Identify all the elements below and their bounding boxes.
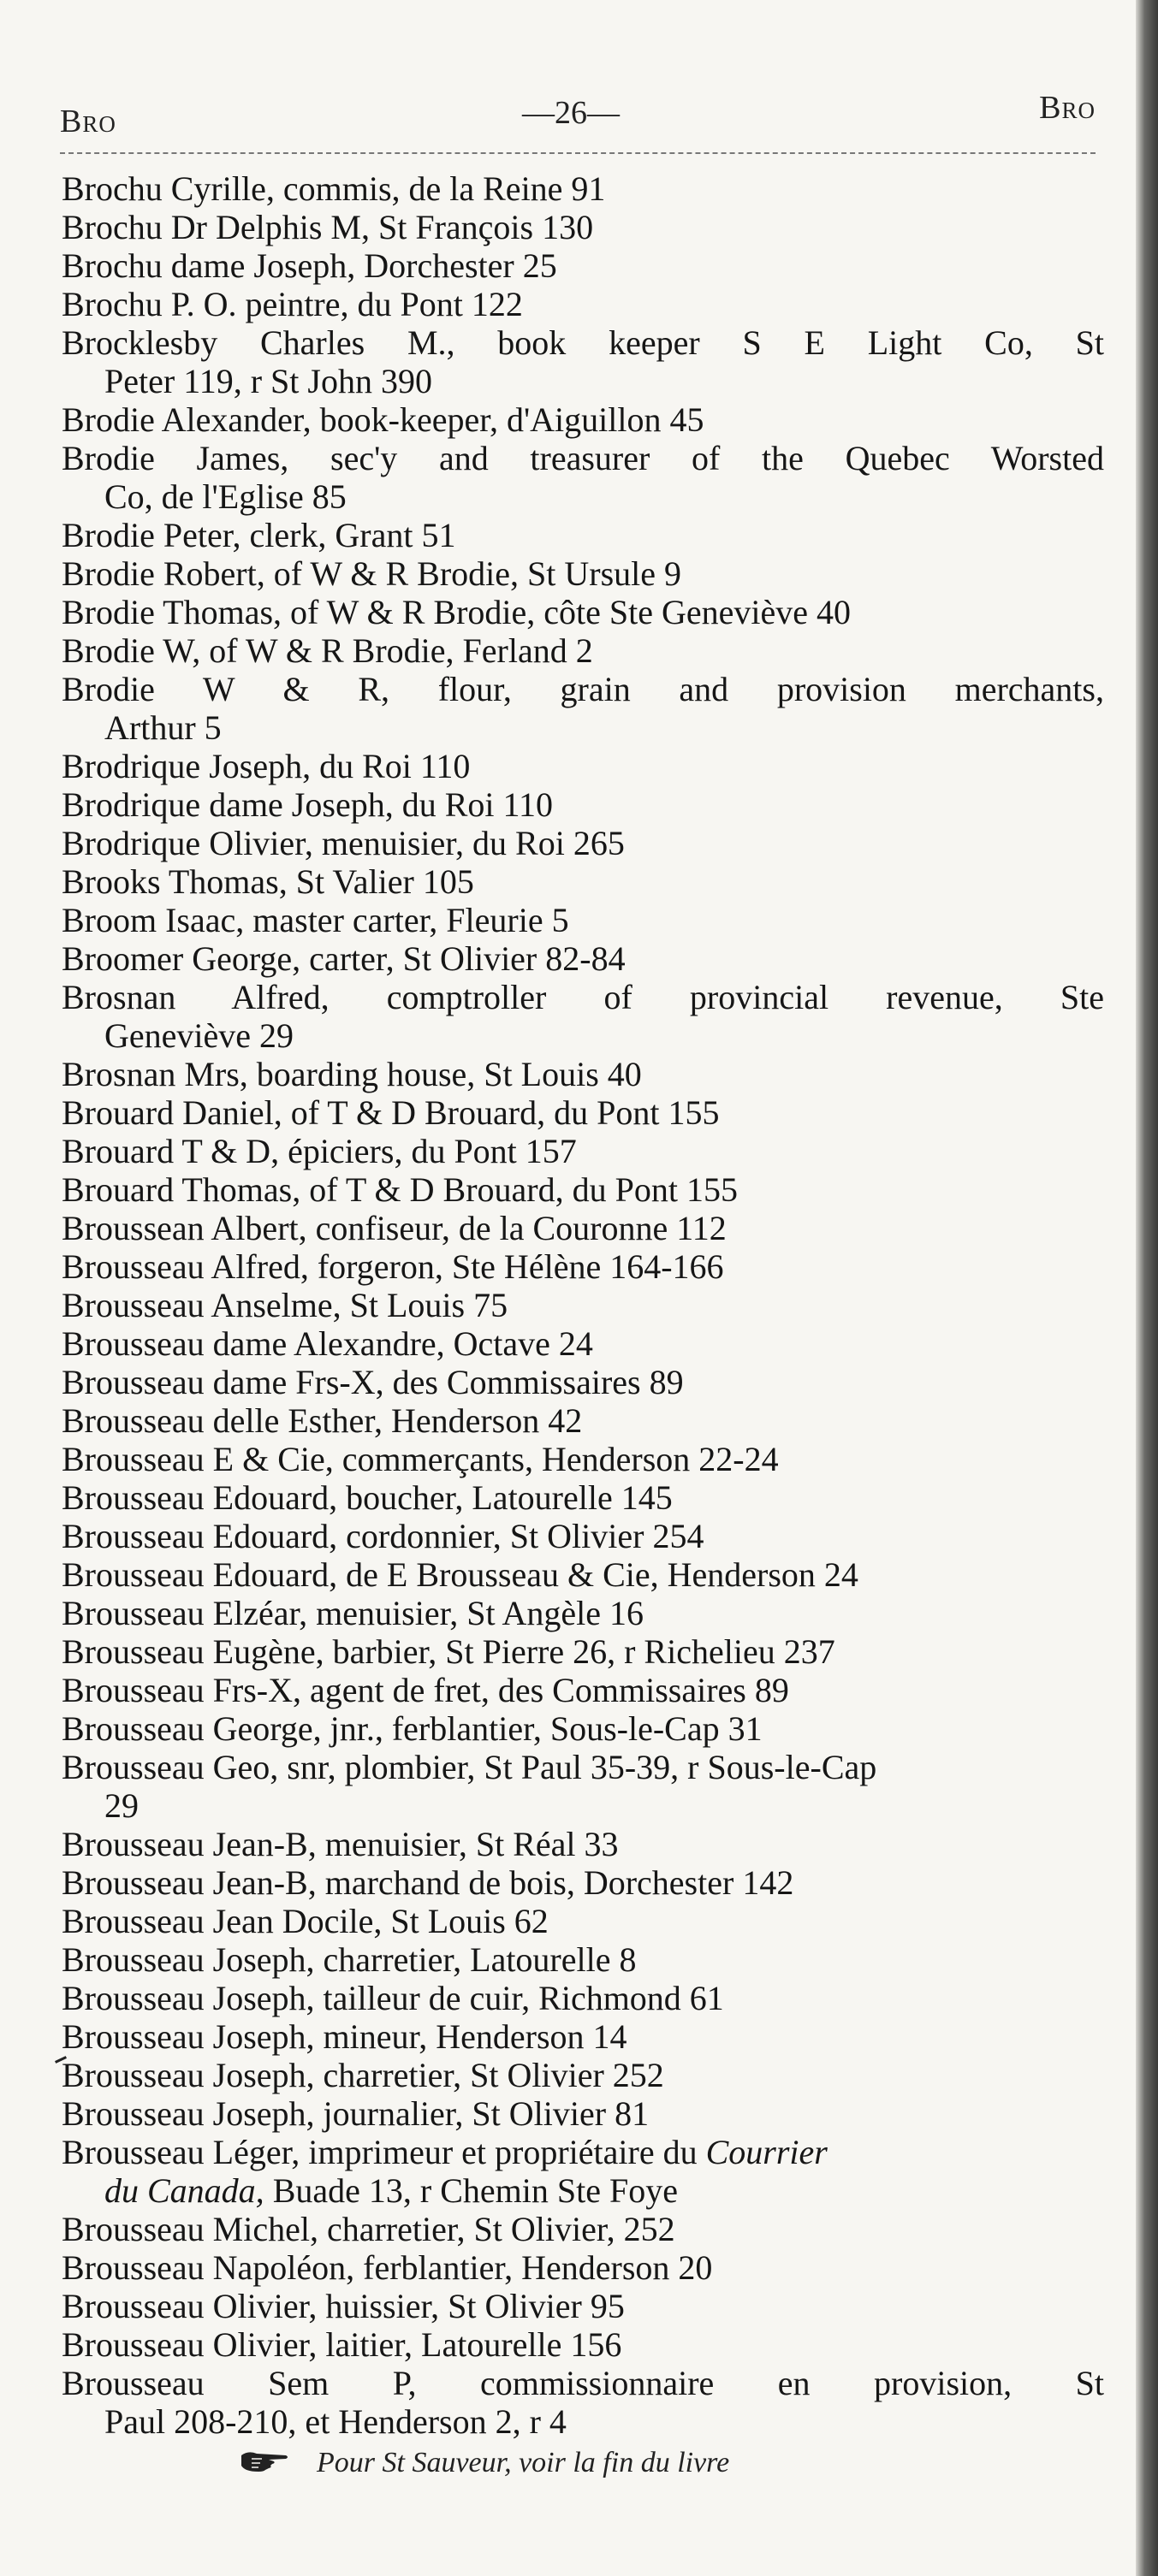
entry-text: Brodrique dame Joseph, du Roi 110 bbox=[62, 785, 554, 824]
entry bbox=[62, 2325, 621, 2364]
entry bbox=[62, 2133, 828, 2210]
entry-text: Brodie W, of W & R Brodie, Ferland 2 bbox=[62, 631, 593, 670]
entry bbox=[62, 1247, 724, 1286]
page-header bbox=[60, 86, 1096, 145]
entry bbox=[62, 1132, 577, 1170]
entry-text: Brodie W & R, flour, grain and provision merchants, bbox=[62, 670, 1104, 708]
entry-italic-title: du Canada, bbox=[104, 2171, 264, 2210]
entry-text: Brousseau Léger, imprimeur et propriétaire du bbox=[62, 2133, 698, 2171]
entry bbox=[62, 2094, 649, 2133]
entry bbox=[62, 1979, 724, 2017]
entry bbox=[62, 169, 605, 208]
entry-continuation: Geneviève 29 bbox=[104, 1016, 294, 1055]
entry-text: Brochu P. O. peintre, du Pont 122 bbox=[62, 285, 523, 323]
entry-italic-title: Courrier bbox=[705, 2133, 828, 2171]
entry-text: Brochu dame Joseph, Dorchester 25 bbox=[62, 246, 557, 285]
entry bbox=[62, 208, 593, 246]
entry bbox=[62, 1940, 636, 1979]
entry bbox=[62, 2056, 664, 2094]
entry-continuation: 29 bbox=[104, 1786, 139, 1825]
header-right-guide-word: Bro bbox=[1039, 90, 1096, 126]
entry-text: Brousseau E & Cie, commerçants, Henderson 22-24 bbox=[62, 1440, 779, 1478]
page-footer bbox=[240, 2447, 729, 2482]
entry-text: Brousseau Olivier, laitier, Latourelle 156 bbox=[62, 2325, 622, 2364]
entry-text: Brousseau Edouard, boucher, Latourelle 145 bbox=[62, 1478, 673, 1517]
entry bbox=[62, 1709, 763, 1748]
entry-text: Brodrique Olivier, menuisier, du Roi 265 bbox=[62, 824, 625, 862]
entry bbox=[62, 2364, 1104, 2441]
entry-text: Brouard Daniel, of T & D Brouard, du Pont 155 bbox=[62, 1093, 720, 1132]
entry-text: Brodie Robert, of W & R Brodie, St Ursule 9 bbox=[62, 554, 682, 593]
entry-text: Brodie Peter, clerk, Grant 51 bbox=[62, 516, 456, 554]
entry-text: Brousseau Geo, snr, plombier, St Paul 35-39, r Sous-le-Cap bbox=[62, 1748, 877, 1786]
entry-text: Brousseau Olivier, huissier, St Olivier 95 bbox=[62, 2287, 625, 2325]
entry-text: Brousseau Joseph, tailleur de cuir, Richmond 61 bbox=[62, 1979, 724, 2017]
entry-text: Brousseau dame Frs-X, des Commissaires 89 bbox=[62, 1363, 684, 1401]
footer-note: Pour St Sauveur, voir la fin du livre bbox=[317, 2447, 730, 2478]
entry-text: Broom Isaac, master carter, Fleurie 5 bbox=[62, 901, 569, 939]
entry-text: Brochu Cyrille, commis, de la Reine 91 bbox=[62, 169, 606, 208]
header-left-guide-word: Bro bbox=[60, 104, 116, 139]
entry-text: Brousseau Joseph, mineur, Henderson 14 bbox=[62, 2017, 627, 2056]
entry bbox=[62, 1478, 673, 1517]
entry-text: Brousseau Jean-B, marchand de bois, Dorchester 142 bbox=[62, 1863, 794, 1902]
entry-text: Brousseau delle Esther, Henderson 42 bbox=[62, 1401, 583, 1440]
entry bbox=[62, 824, 625, 862]
entry-text: Brousseau Joseph, charretier, Latourelle 8 bbox=[62, 1940, 637, 1979]
entry bbox=[62, 1209, 727, 1247]
entry bbox=[62, 862, 474, 901]
entry bbox=[62, 1632, 835, 1671]
entry-text: Brosnan Alfred, comptroller of provincial revenue, Ste bbox=[62, 978, 1104, 1016]
entry bbox=[62, 747, 470, 785]
entry-text: Brousseau Jean Docile, St Louis 62 bbox=[62, 1902, 549, 1940]
entry bbox=[62, 2017, 627, 2056]
entry-continuation: Co, de l'Eglise 85 bbox=[104, 477, 347, 516]
entry-text: Brousseau Edouard, cordonnier, St Olivier 254 bbox=[62, 1517, 704, 1555]
entry-text: Brodie Thomas, of W & R Brodie, côte Ste Geneviève 40 bbox=[62, 593, 852, 631]
entry-text: Brousseau Michel, charretier, St Olivier, 252 bbox=[62, 2210, 675, 2248]
entry-continuation: Paul 208-210, et Henderson 2, r 4 bbox=[104, 2402, 567, 2441]
entry-text: Brousseau Elzéar, menuisier, St Angèle 16 bbox=[62, 1594, 644, 1632]
entry bbox=[62, 1863, 793, 1902]
entry bbox=[62, 439, 1104, 516]
page-edge-shadow bbox=[1136, 0, 1158, 2576]
entry-text: Brosnan Mrs, boarding house, St Louis 40 bbox=[62, 1055, 642, 1093]
entry-text: Brousseau Joseph, journalier, St Olivier 81 bbox=[62, 2094, 650, 2133]
entry bbox=[62, 246, 557, 285]
entry bbox=[62, 1748, 877, 1825]
entry-continuation: Buade 13, r Chemin Ste Foye bbox=[272, 2171, 678, 2210]
entry-text: Brousseau dame Alexandre, Octave 24 bbox=[62, 1324, 593, 1363]
entry bbox=[62, 978, 1104, 1055]
entry bbox=[62, 285, 523, 323]
entry-text: Brouard T & D, épiciers, du Pont 157 bbox=[62, 1132, 577, 1170]
entry bbox=[62, 593, 851, 631]
page-number: —26— bbox=[522, 95, 620, 131]
entry-text: Brocklesby Charles M., book keeper S E Light Co, St bbox=[62, 323, 1104, 362]
entry-text: Brouard Thomas, of T & D Brouard, du Pont 155 bbox=[62, 1170, 738, 1209]
entry-continuation: Peter 119, r St John 390 bbox=[104, 362, 432, 400]
entry bbox=[62, 400, 704, 439]
entry-text: Brooks Thomas, St Valier 105 bbox=[62, 862, 474, 901]
entry-text: Brochu Dr Delphis M, St François 130 bbox=[62, 208, 594, 246]
entry bbox=[62, 1671, 789, 1709]
entry bbox=[62, 1093, 719, 1132]
entry bbox=[62, 670, 1104, 747]
entry-text: Brodie Alexander, book-keeper, d'Aiguillon 45 bbox=[62, 400, 704, 439]
entry-text: Brodrique Joseph, du Roi 110 bbox=[62, 747, 471, 785]
entry bbox=[62, 554, 681, 593]
entry bbox=[62, 785, 553, 824]
entry-continuation: Arthur 5 bbox=[104, 708, 222, 747]
entry-text: Brousseau Eugène, barbier, St Pierre 26, r Richelieu 237 bbox=[62, 1632, 835, 1671]
pointing-hand-icon bbox=[240, 2449, 291, 2482]
entry bbox=[62, 1401, 582, 1440]
header-rule bbox=[60, 152, 1096, 154]
entry-text: Brousseau Anselme, St Louis 75 bbox=[62, 1286, 508, 1324]
entry bbox=[62, 1055, 642, 1093]
entry bbox=[62, 2210, 675, 2248]
entry-text: Brousseau Napoléon, ferblantier, Henderson 20 bbox=[62, 2248, 713, 2287]
entry bbox=[62, 1517, 704, 1555]
entry bbox=[62, 901, 569, 939]
entry-text: Broussean Albert, confiseur, de la Couronne 112 bbox=[62, 1209, 727, 1247]
entry-text: Brousseau Frs-X, agent de fret, des Commissaires 89 bbox=[62, 1671, 789, 1709]
entry-text: Broomer George, carter, St Olivier 82-84 bbox=[62, 939, 626, 978]
entry bbox=[62, 631, 593, 670]
entry bbox=[62, 2287, 625, 2325]
entry bbox=[62, 1363, 684, 1401]
entry bbox=[62, 1440, 779, 1478]
entry-text: Brousseau Jean-B, menuisier, St Réal 33 bbox=[62, 1825, 619, 1863]
entry bbox=[62, 323, 1104, 400]
entry-text: Brousseau George, jnr., ferblantier, Sous-le-Cap 31 bbox=[62, 1709, 763, 1748]
entry bbox=[62, 1594, 644, 1632]
entry-text: Brousseau Edouard, de E Brousseau & Cie, Henderson 24 bbox=[62, 1555, 858, 1594]
entry-text: Brousseau Joseph, charretier, St Olivier 252 bbox=[62, 2056, 664, 2094]
entry-text: Brodie James, sec'y and treasurer of the Quebec Worsted bbox=[62, 439, 1104, 477]
entry bbox=[62, 516, 455, 554]
entry bbox=[62, 1170, 738, 1209]
entry-text: Brousseau Sem P, commissionnaire en provision, St bbox=[62, 2364, 1104, 2402]
entry bbox=[62, 939, 626, 978]
entry bbox=[62, 1825, 619, 1863]
entry bbox=[62, 1324, 593, 1363]
entry bbox=[62, 1286, 508, 1324]
entry bbox=[62, 2248, 712, 2287]
entry bbox=[62, 1555, 858, 1594]
entry bbox=[62, 1902, 549, 1940]
entry-text: Brousseau Alfred, forgeron, Ste Hélène 164-166 bbox=[62, 1247, 724, 1286]
